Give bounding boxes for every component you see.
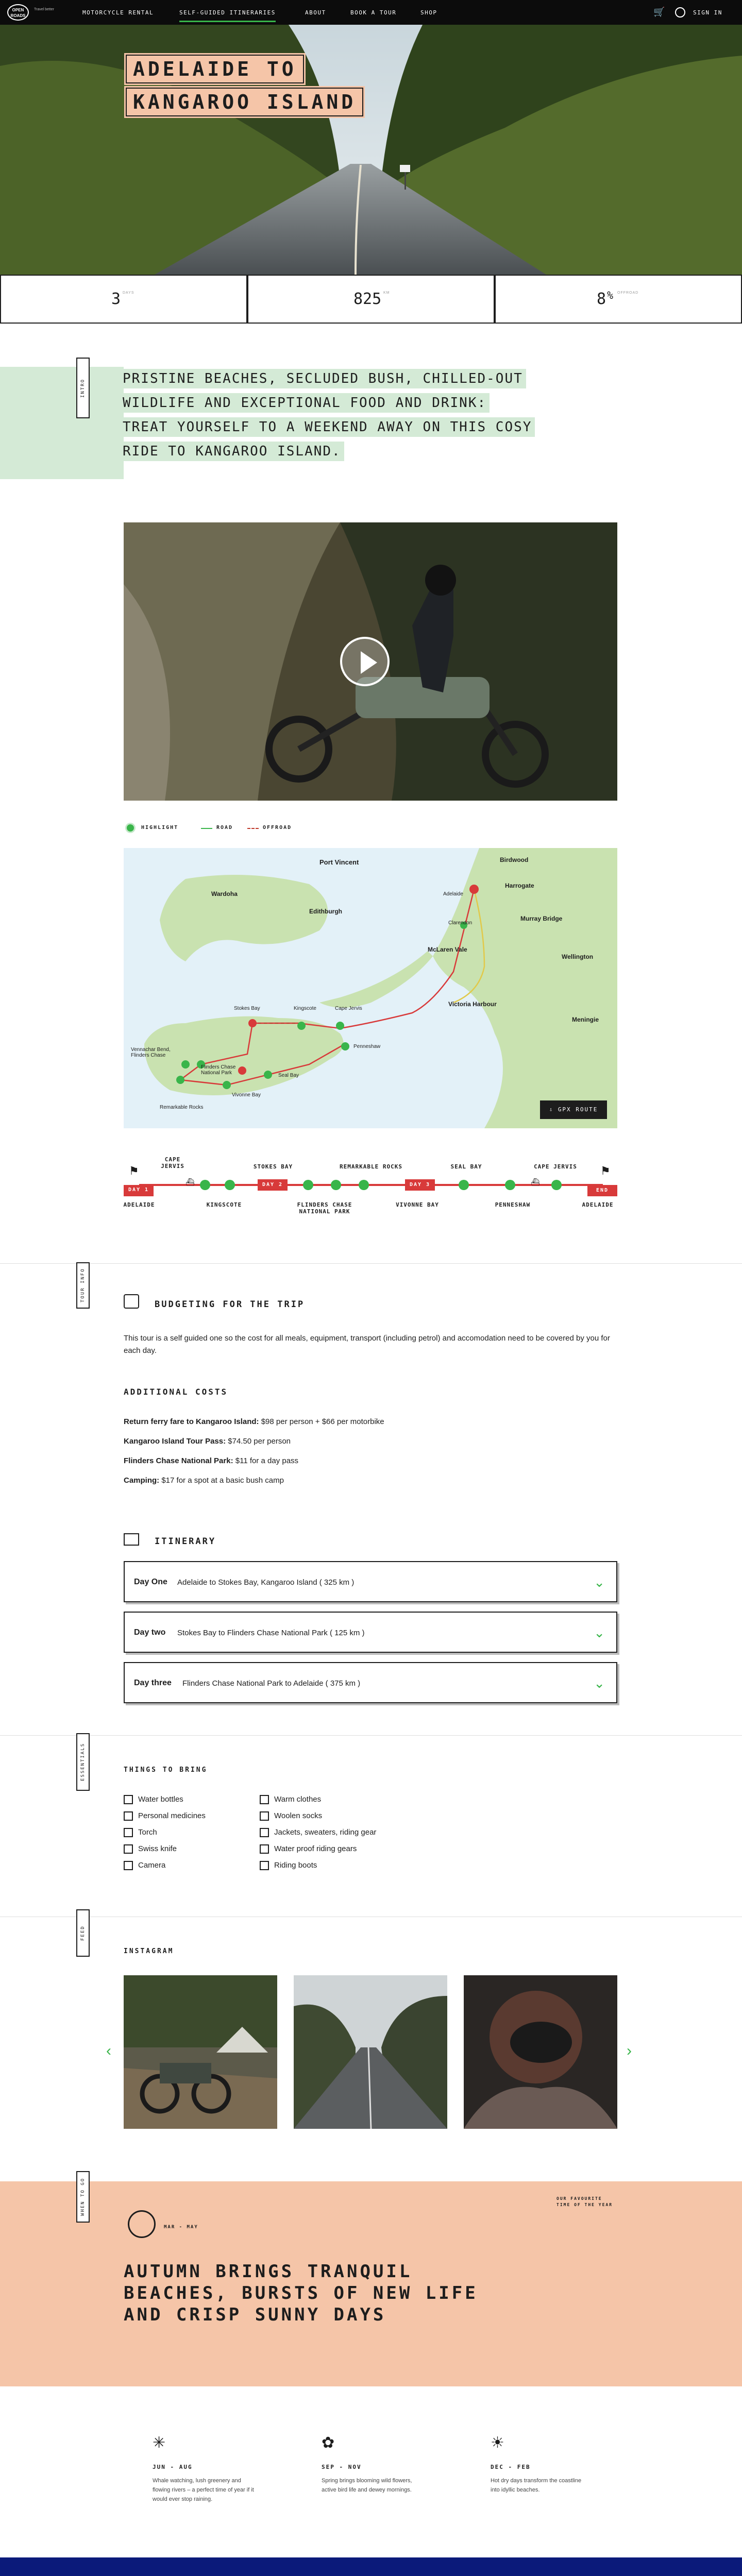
instagram-photo[interactable]	[464, 1975, 617, 2129]
nav-self-guided[interactable]: SELF-GUIDED ITINERARIES	[179, 9, 276, 22]
checklist-item[interactable]	[124, 1795, 183, 1804]
map-label: Birdwood	[500, 856, 529, 863]
flower-icon: ✿	[322, 2434, 335, 2451]
checklist-item[interactable]	[260, 1795, 321, 1804]
download-icon: ⇩	[549, 1106, 558, 1113]
stat-offroad-value: 8	[597, 290, 606, 308]
stop-marker	[331, 1180, 341, 1190]
stat-distance	[247, 275, 495, 324]
intro-label: INTRO	[76, 358, 90, 418]
chevron-down-icon: ⌄	[594, 1574, 605, 1590]
map-label: Port Vincent	[319, 858, 359, 866]
headline-line: AUTUMN BRINGS TRANQUIL	[124, 2261, 413, 2282]
map-label: Wardoha	[211, 890, 238, 897]
cost-label: Kangaroo Island Tour Pass:	[124, 1437, 226, 1446]
season-text: Hot dry days transform the coastline into idyllic beaches.	[491, 2478, 582, 2493]
checklist-label: Swiss knife	[138, 1844, 177, 1853]
cost-value: $98 per person + $66 per motorbike	[261, 1417, 384, 1426]
sun-icon: ✳	[153, 2434, 166, 2451]
cost-item	[124, 1455, 298, 1467]
day-route: Adelaide to Stokes Bay, Kangaroo Island ( 325 km )	[177, 1578, 355, 1587]
stat-offroad-percent: %	[607, 289, 614, 301]
checklist-label: Riding boots	[274, 1861, 317, 1870]
leaf-icon	[128, 2210, 156, 2238]
route-stop-label: CAPE JERVIS	[534, 1163, 577, 1170]
itinerary-day-2[interactable]	[124, 1612, 617, 1653]
map-label: Stokes Bay	[234, 1006, 260, 1011]
cost-item	[124, 1435, 291, 1448]
offroad-line-icon	[247, 828, 259, 829]
season-text: Whale watching, lush greenery and flowing rivers – a perfect time of year if it would ever stop raining.	[153, 2478, 254, 2502]
ferry-icon: ⛴	[531, 1178, 540, 1186]
cost-value: $17 for a spot at a basic bush camp	[161, 1476, 284, 1485]
checklist-item[interactable]	[260, 1844, 357, 1854]
play-icon	[361, 651, 377, 674]
cost-item	[124, 1416, 384, 1428]
map-label: Remarkable Rocks	[160, 1105, 204, 1110]
stat-days-unit: DAYS	[123, 291, 134, 295]
checkbox[interactable]	[124, 1811, 133, 1821]
highlight-icon	[127, 824, 134, 832]
route-stop-label: ADELAIDE	[582, 1201, 614, 1208]
chevron-down-icon: ⌄	[594, 1675, 605, 1691]
divider	[0, 1263, 742, 1264]
intro-line-2: WILDLIFE AND EXCEPTIONAL FOOD AND DRINK:	[120, 393, 490, 413]
checkbox[interactable]	[124, 1795, 133, 1804]
day-label: Day One	[134, 1578, 167, 1586]
legend-highlight: HIGHLIGHT	[141, 825, 179, 831]
nav-about[interactable]: ABOUT	[305, 9, 326, 16]
intro-line-1: PRISTINE BEACHES, SECLUDED BUSH, CHILLED-OUT	[120, 369, 526, 388]
checklist-item[interactable]	[260, 1811, 322, 1821]
hero-title-line2: KANGAROO ISLAND	[126, 88, 363, 116]
checklist-label: Torch	[138, 1828, 157, 1837]
favourite-label: OUR FAVOURITE TIME OF THE YEAR	[556, 2196, 613, 2207]
intro-line-4: RIDE TO KANGAROO ISLAND.	[120, 442, 344, 461]
logo[interactable]: OPEN ROADS	[7, 4, 29, 21]
carousel-prev-icon[interactable]: ‹	[106, 2042, 111, 2059]
route-timeline	[124, 1154, 617, 1216]
user-icon[interactable]	[675, 7, 685, 18]
season-months: DEC - FEB	[491, 2464, 531, 2470]
stop-marker	[551, 1180, 562, 1190]
instagram-photo[interactable]	[124, 1975, 277, 2129]
itinerary-day-3[interactable]	[124, 1662, 617, 1703]
checklist-label: Jackets, sweaters, riding gear	[274, 1828, 377, 1837]
cost-item	[124, 1475, 284, 1487]
things-title: THINGS TO BRING	[124, 1766, 208, 1774]
season-months: MAR - MAY	[164, 2225, 198, 2230]
map-label: Edithburgh	[309, 908, 342, 915]
costs-title: ADDITIONAL COSTS	[124, 1387, 228, 1397]
day-label: Day three	[134, 1679, 172, 1687]
checklist-label: Warm clothes	[274, 1795, 322, 1804]
checkbox[interactable]	[124, 1844, 133, 1854]
day-route: Stokes Bay to Flinders Chase National Park ( 125 km )	[177, 1629, 365, 1637]
map-label: Wellington	[562, 953, 594, 960]
carousel-next-icon[interactable]: ›	[627, 2042, 632, 2059]
instagram-title: INSTAGRAM	[124, 1947, 174, 1955]
video-player[interactable]	[124, 522, 617, 801]
map-label: Harrogate	[505, 882, 534, 889]
day-3-badge: DAY 3	[405, 1179, 435, 1191]
instagram-photo[interactable]	[294, 1975, 447, 2129]
when-to-go-label: WHEN TO GO	[76, 2171, 90, 2223]
checklist-label: Water proof riding gears	[274, 1844, 357, 1853]
map-label: Vivonne Bay	[232, 1092, 261, 1098]
sunburst-icon: ☀	[491, 2434, 504, 2451]
stat-offroad	[495, 275, 742, 324]
checklist-item[interactable]	[124, 1828, 157, 1837]
stop-marker	[505, 1180, 515, 1190]
route-map[interactable]	[124, 848, 617, 1128]
intro-text	[120, 367, 635, 464]
stat-distance-value: 825	[353, 290, 382, 308]
tagline: Travel better	[34, 8, 55, 11]
checklist-label: Personal medicines	[138, 1811, 206, 1820]
start-flag-icon: ⚑	[129, 1164, 139, 1177]
route-stop-label: FLINDERS CHASE NATIONAL PARK	[297, 1201, 352, 1215]
budget-title: BUDGETING FOR THE TRIP	[155, 1299, 305, 1310]
budget-text: This tour is a self guided one so the cost for all meals, equipment, transport (including petrol) and accomodation need to be covered by you for each day.	[124, 1334, 610, 1355]
tour-info-label: TOUR INFO	[76, 1262, 90, 1309]
map-label: Cape Jervis	[335, 1006, 362, 1011]
cost-label: Camping:	[124, 1476, 160, 1485]
end-badge: END	[587, 1185, 617, 1196]
route-stop-label: CAPE JERVIS	[161, 1156, 184, 1170]
hero-title	[126, 55, 363, 116]
stat-offroad-unit: OFFROAD	[617, 291, 639, 295]
legend-road: ROAD	[216, 825, 233, 831]
stop-marker	[359, 1180, 369, 1190]
intro-band	[0, 367, 124, 479]
stop-marker	[303, 1180, 313, 1190]
map-icon	[124, 1533, 139, 1546]
day-2-badge: DAY 2	[258, 1179, 288, 1191]
stop-marker	[459, 1180, 469, 1190]
chevron-down-icon: ⌄	[594, 1625, 605, 1640]
season-months: JUN - AUG	[153, 2464, 193, 2470]
itinerary-title: ITINERARY	[155, 1536, 216, 1547]
nav-book-tour[interactable]: BOOK A TOUR	[350, 9, 397, 16]
map-label: Kingscote	[294, 1006, 316, 1011]
cost-label: Flinders Chase National Park:	[124, 1456, 233, 1465]
route-stop-label: REMARKABLE ROCKS	[340, 1163, 402, 1170]
nav-motorcycle-rental[interactable]: MOTORCYCLE RENTAL	[82, 9, 154, 16]
checkbox[interactable]	[260, 1861, 269, 1870]
stat-distance-unit: KM	[383, 291, 390, 295]
itinerary-day-1[interactable]	[124, 1561, 617, 1602]
checkbox[interactable]	[124, 1861, 133, 1870]
map-label: Seal Bay	[278, 1073, 299, 1078]
feed-label: FEED	[76, 1909, 90, 1957]
map-label: McLaren Vale	[428, 946, 467, 953]
hero-image	[0, 25, 742, 275]
checkbox[interactable]	[260, 1795, 269, 1804]
gpx-route-button[interactable]	[540, 1100, 607, 1119]
end-flag-icon: ⚑	[600, 1164, 611, 1177]
cost-label: Return ferry fare to Kangaroo Island:	[124, 1417, 259, 1426]
map-label: Penneshaw	[353, 1044, 381, 1049]
map-label: Vennachar Bend, Flinders Chase	[131, 1047, 171, 1058]
route-stop-label: STOKES BAY	[253, 1163, 293, 1170]
day-1-badge: DAY 1	[128, 1187, 149, 1193]
hero-title-line1: ADELAIDE TO	[126, 55, 304, 83]
checkbox[interactable]	[260, 1828, 269, 1837]
map-label: Victoria Harbour	[448, 1001, 497, 1008]
map-legend	[124, 823, 381, 834]
cost-value: $74.50 per person	[228, 1437, 291, 1446]
sign-in-link[interactable]: SIGN IN	[693, 9, 722, 16]
route-stop-label: SEAL BAY	[450, 1163, 482, 1170]
map-label: Murray Bridge	[520, 915, 563, 922]
budget-icon	[124, 1294, 139, 1309]
checklist-item[interactable]	[124, 1844, 177, 1854]
route-stop-label: ADELAIDE	[123, 1201, 155, 1208]
checklist-label: Water bottles	[138, 1795, 183, 1804]
stat-days	[0, 275, 247, 324]
checkbox[interactable]	[124, 1828, 133, 1837]
headline-line: BEACHES, BURSTS OF NEW LIFE	[124, 2283, 478, 2303]
ferry-icon: ⛴	[185, 1178, 195, 1186]
checklist-item[interactable]	[260, 1861, 317, 1870]
stat-days-value: 3	[111, 290, 121, 308]
checklist-label: Camera	[138, 1861, 166, 1870]
nav-shop[interactable]: SHOP	[420, 9, 437, 16]
gpx-route-label: GPX ROUTE	[558, 1106, 598, 1113]
checklist-label: Woolen socks	[274, 1811, 323, 1820]
essentials-label: ESSENTIALS	[76, 1733, 90, 1791]
checkbox[interactable]	[260, 1844, 269, 1854]
newsletter-band	[0, 2557, 742, 2576]
checklist-item[interactable]	[124, 1861, 165, 1870]
headline-line: AND CRISP SUNNY DAYS	[124, 2304, 386, 2325]
map-label: Clarendon	[448, 920, 473, 926]
route-stop-label: VIVONNE BAY	[396, 1201, 439, 1208]
intro-line-3: TREAT YOURSELF TO A WEEKEND AWAY ON THIS COSY	[120, 417, 535, 437]
checklist-item[interactable]	[124, 1811, 206, 1821]
map-label: Flinders Chase National Park	[201, 1064, 236, 1076]
cart-icon[interactable]: 🛒	[653, 7, 665, 17]
season-months: SEP - NOV	[322, 2464, 362, 2470]
road-line-icon	[201, 828, 212, 829]
season-text: Spring brings blooming wild flowers, active bird life and dewey mornings.	[322, 2478, 412, 2493]
day-route: Flinders Chase National Park to Adelaide ( 375 km )	[182, 1679, 361, 1688]
checklist-item[interactable]	[260, 1828, 376, 1837]
divider	[0, 1735, 742, 1736]
map-label: Meningie	[572, 1016, 599, 1023]
season-headline	[124, 2261, 478, 2326]
route-stop-label: KINGSCOTE	[206, 1201, 242, 1208]
top-nav	[0, 0, 742, 25]
stop-marker	[225, 1180, 235, 1190]
map-label: Adelaide	[443, 891, 463, 897]
day-label: Day two	[134, 1628, 166, 1637]
route-stop-label: PENNESHAW	[495, 1201, 531, 1208]
stop-marker	[200, 1180, 210, 1190]
play-button[interactable]	[340, 637, 390, 686]
legend-offroad: OFFROAD	[263, 825, 292, 831]
cost-value: $11 for a day pass	[235, 1456, 299, 1465]
checkbox[interactable]	[260, 1811, 269, 1821]
